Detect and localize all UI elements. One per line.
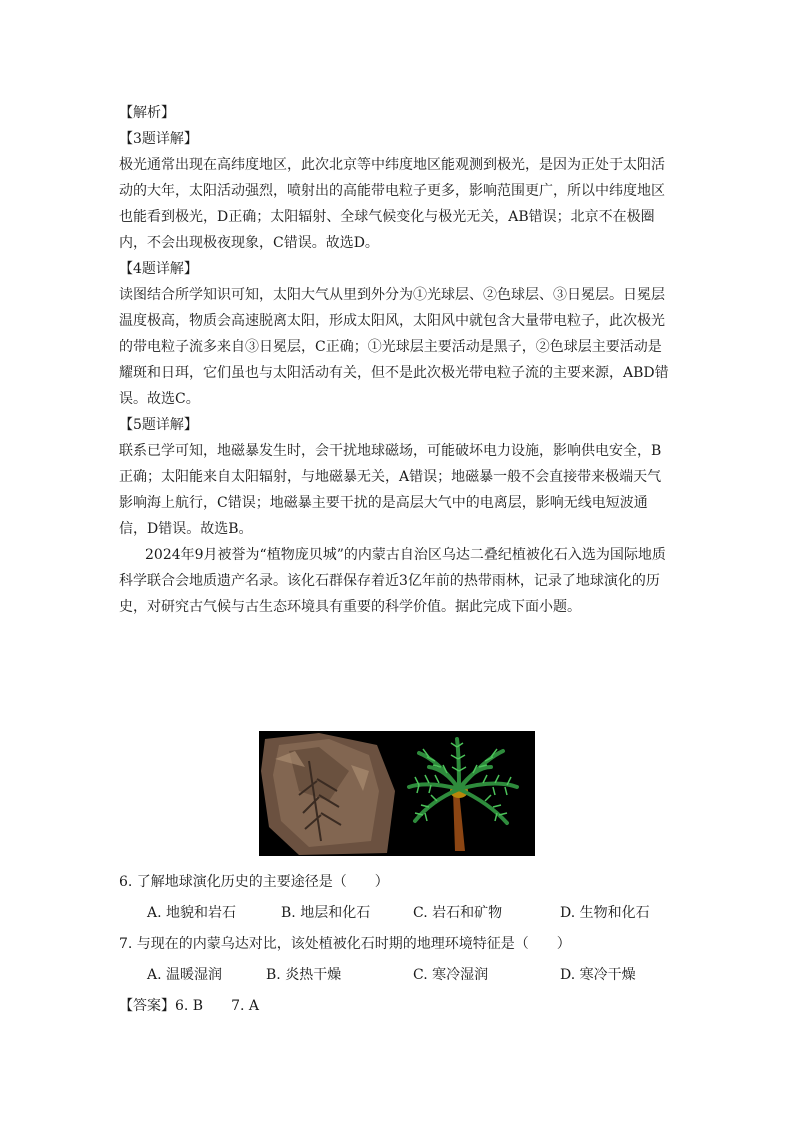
q3-line: 动的大年，太阳活动强烈，喷射出的高能带电粒子更多，影响范围更广，所以中纬度地区 [119, 183, 665, 199]
q3-line: 极光通常出现在高纬度地区，此次北京等中纬度地区能观测到极光，是因为正处于太阳活 [119, 157, 665, 173]
q4-line: 耀斑和日珥，它们虽也与太阳活动有关，但不是此次极光带电粒子流的主要来源，ABD错 [119, 365, 669, 381]
q5-line: 影响海上航行，C错误；地磁暴主要干扰的是高层大气中的电离层，影响无线电短波通 [119, 495, 648, 511]
question-6-options [147, 900, 667, 926]
q6-option-a[interactable]: A. 地貌和岩石 [147, 905, 237, 921]
q7-option-b[interactable]: B. 炎热干燥 [266, 967, 342, 983]
intro-line: 科学联合会地质遗产名录。该化石群保存着近3亿年前的热带雨林，记录了地球演化的历 [119, 573, 660, 589]
question-7-stem: 7. 与现在的内蒙乌达对比，该处植被化石时期的地理环境特征是（ ） [119, 936, 571, 952]
q6-option-d[interactable]: D. 生物和化石 [560, 905, 650, 921]
q4-line: 误。故选C。 [119, 391, 200, 407]
q4-line: 的带电粒子流多来自③日冕层，C正确；①光球层主要活动是黑子，②色球层主要活动是 [119, 339, 662, 355]
answer-label: 【答案】 [119, 998, 175, 1014]
q4-line: 读图结合所学知识可知，太阳大气从里到外分为①光球层、②色球层、③日冕层。日冕层 [119, 287, 665, 303]
q4-line: 温度极高，物质会高速脱离太阳，形成太阳风，太阳风中就包含大量带电粒子，此次极光 [119, 313, 665, 329]
q4-heading: 【4题详解】 [119, 261, 198, 277]
q3-line: 也能看到极光，D正确；太阳辐射、全球气候变化与极光无关，AB错误；北京不在极圈 [119, 209, 655, 225]
q7-option-d[interactable]: D. 寒冷干燥 [560, 967, 636, 983]
fossil-tree-illustration [259, 731, 535, 856]
answer-value: 6. B 7. A [175, 998, 260, 1014]
analysis-section [119, 100, 675, 620]
q5-line: 联系已学可知，地磁暴发生时，会干扰地球磁场，可能破坏电力设施，影响供电安全，B [119, 443, 662, 459]
question-6-stem: 6. 了解地球演化历史的主要途径是（ ） [119, 874, 389, 890]
q6-option-c[interactable]: C. 岩石和矿物 [413, 905, 503, 921]
answer-line [119, 993, 259, 1019]
q6-option-b[interactable]: B. 地层和化石 [281, 905, 371, 921]
q5-line: 信，D错误。故选B。 [119, 521, 253, 537]
q5-heading: 【5题详解】 [119, 417, 198, 433]
analysis-heading: 【解析】 [119, 105, 175, 121]
q7-option-c[interactable]: C. 寒冷湿润 [413, 967, 489, 983]
q3-heading: 【3题详解】 [119, 131, 198, 147]
q3-line: 内，不会出现极夜现象，C错误。故选D。 [119, 235, 379, 251]
q5-line: 正确；太阳能来自太阳辐射，与地磁暴无关，A错误；地磁暴一般不会直接带来极端天气 [119, 469, 662, 485]
intro-line: 史，对研究古气候与古生态环境具有重要的科学价值。据此完成下面小题。 [119, 599, 581, 615]
question-7-options [147, 962, 667, 988]
fossil-tree-image [259, 731, 535, 856]
q7-option-a[interactable]: A. 温暖湿润 [147, 967, 223, 983]
intro-line: 2024年9月被誉为“植物庞贝城”的内蒙古自治区乌达二叠纪植被化石入选为国际地质 [145, 547, 666, 563]
